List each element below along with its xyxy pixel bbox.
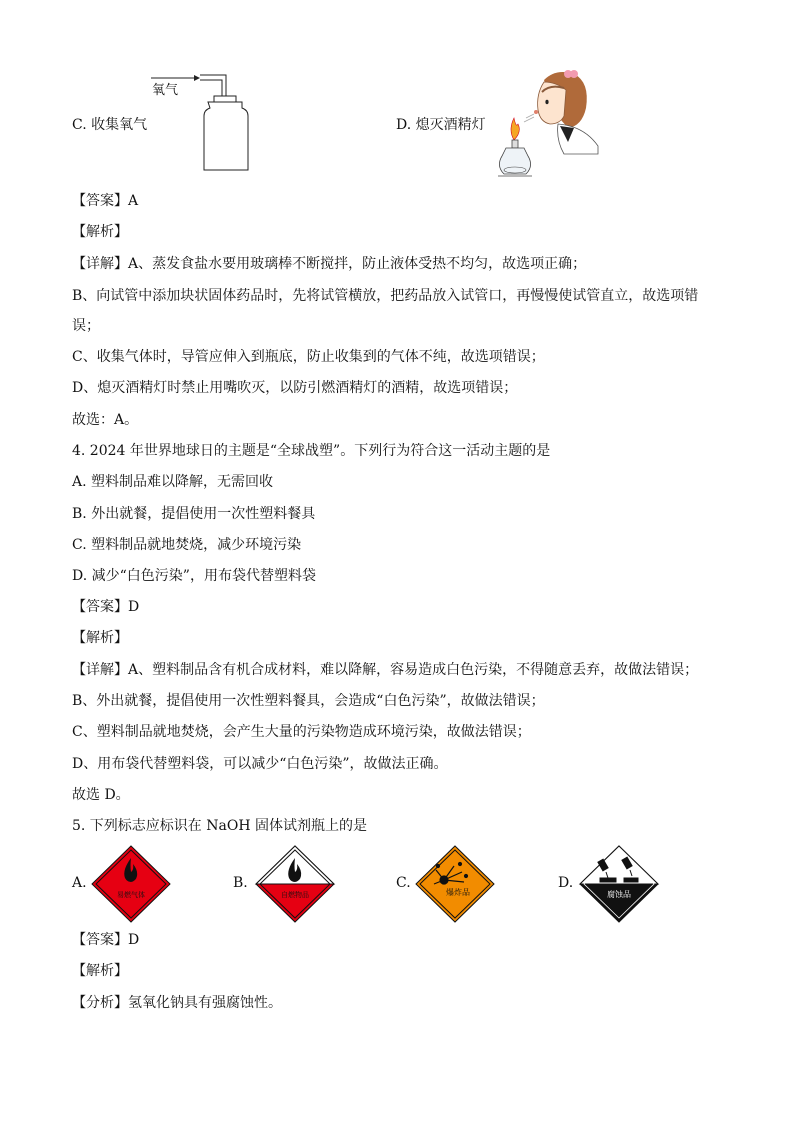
q4-option-b: B. 外出就餐，提倡使用一次性塑料餐具: [72, 506, 316, 522]
q4-option-a: A. 塑料制品难以降解，无需回收: [72, 474, 274, 490]
q5-analysis: 【解析】: [72, 963, 128, 979]
gas-collection-bottle-figure: [148, 72, 258, 176]
q4-detail-2: B、外出就餐，提倡使用一次性塑料餐具，会造成“白色污染”，故做法错误；: [72, 693, 545, 709]
q5-option-b-label: B.: [233, 875, 248, 891]
q4-option-d: D. 减少“白色污染”，用布袋代替塑料袋: [72, 568, 316, 584]
gas-label: 氧气: [152, 83, 179, 98]
q5-option-a-label: A.: [72, 875, 87, 891]
q4-option-c: C. 塑料制品就地焚烧，减少环境污染: [72, 537, 302, 553]
sign-d-text: 腐蚀品: [607, 890, 631, 899]
corrosive-sign: [578, 844, 660, 924]
girl-blowing-lamp-figure: [494, 66, 608, 184]
q4-stem: 4. 2024 年世界地球日的主题是“全球战塑”。下列行为符合这一活动主题的是: [72, 443, 551, 459]
sign-b-text: 自燃物品: [281, 891, 309, 899]
q4-detail-3: C、塑料制品就地焚烧，会产生大量的污染物造成环境污染，故做法错误；: [72, 724, 531, 740]
sign-c-text: 爆炸品: [446, 888, 470, 897]
q4-detail-4: D、用布袋代替塑料袋，可以减少“白色污染”，故做法正确。: [72, 756, 448, 772]
flammable-gas-sign: [90, 844, 172, 924]
q5-answer: 【答案】D: [72, 932, 140, 948]
q3-answer: 【答案】A: [72, 193, 139, 209]
spontaneous-combustion-sign: [254, 844, 336, 924]
q3-detail-3: C、收集气体时，导管应伸入到瓶底，防止收集到的气体不纯，故选项错误；: [72, 349, 545, 365]
explosive-sign: [414, 844, 496, 924]
q5-option-d-label: D.: [558, 875, 574, 891]
q4-detail-1: 【详解】A、塑料制品含有机合成材料，难以降解，容易造成白色污染，不得随意丢弃，故做法错误；: [72, 662, 699, 678]
q4-answer: 【答案】D: [72, 599, 140, 615]
q3-detail-2a: B、向试管中添加块状固体药品时，先将试管横放，把药品放入试管口，再慢慢使试管直立，故选项错: [72, 288, 699, 304]
q3-choice: 故选：A。: [72, 412, 139, 428]
q3-detail-1: 【详解】A、蒸发食盐水要用玻璃棒不断搅拌，防止液体受热不均匀，故选项正确；: [72, 256, 587, 272]
q3-analysis: 【解析】: [72, 224, 128, 240]
sign-a-text: 易燃气体: [117, 891, 145, 899]
q5-option-c-label: C.: [396, 875, 411, 891]
option-c-label: C. 收集氧气: [72, 117, 148, 133]
q5-fenxi: 【分析】氢氧化钠具有强腐蚀性。: [72, 995, 282, 1011]
q4-choice: 故选 D。: [72, 787, 130, 803]
q5-stem: 5. 下列标志应标识在 NaOH 固体试剂瓶上的是: [72, 818, 367, 834]
q4-analysis: 【解析】: [72, 630, 128, 646]
q3-detail-2b: 误；: [72, 318, 100, 334]
q3-detail-4: D、熄灭酒精灯时禁止用嘴吹灭，以防引燃酒精灯的酒精，故选项错误；: [72, 380, 518, 396]
option-d-label: D. 熄灭酒精灯: [396, 117, 486, 133]
